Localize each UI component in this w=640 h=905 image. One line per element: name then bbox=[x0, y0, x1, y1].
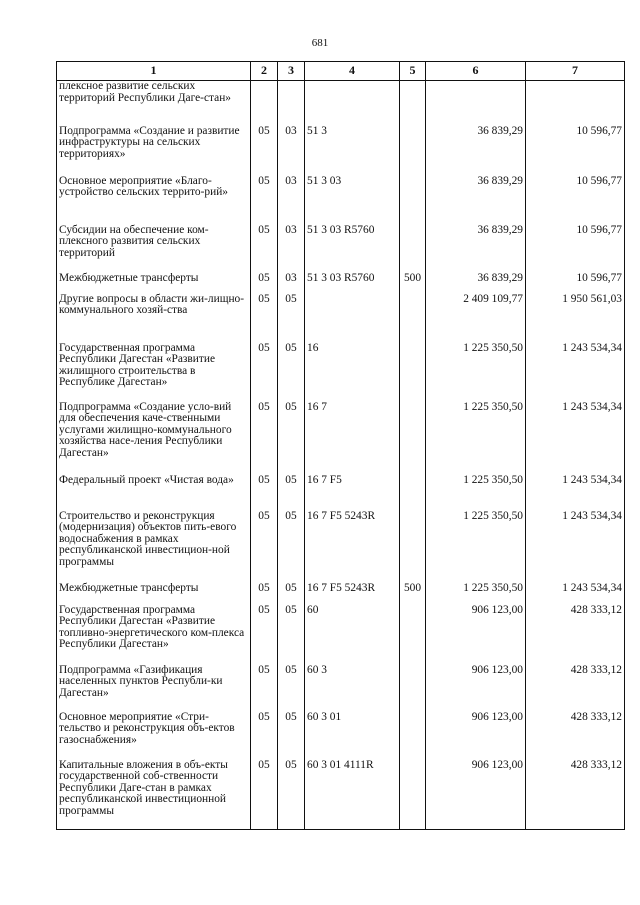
row-expense-type bbox=[400, 225, 426, 273]
row-amount-col7 bbox=[526, 81, 625, 126]
row-section: 05 bbox=[251, 294, 278, 343]
row-amount-col7: 1 243 534,34 bbox=[526, 511, 625, 583]
row-amount-col6: 1 225 350,50 bbox=[426, 402, 526, 475]
row-expense-type bbox=[400, 176, 426, 225]
row-amount-col6: 2 409 109,77 bbox=[426, 294, 526, 343]
row-section: 05 bbox=[251, 605, 278, 665]
row-section: 05 bbox=[251, 511, 278, 583]
row-section: 05 bbox=[251, 273, 278, 294]
row-subsection: 03 bbox=[278, 273, 305, 294]
table-row bbox=[57, 712, 625, 760]
row-subsection: 05 bbox=[278, 665, 305, 712]
row-name: Межбюджетные трансферты bbox=[57, 583, 251, 605]
row-amount-col6: 906 123,00 bbox=[426, 712, 526, 760]
row-target-article: 60 3 01 bbox=[305, 712, 400, 760]
row-amount-col7: 428 333,12 bbox=[526, 605, 625, 665]
row-amount-col7: 1 243 534,34 bbox=[526, 583, 625, 605]
row-subsection: 05 bbox=[278, 343, 305, 402]
row-amount-col6: 1 225 350,50 bbox=[426, 583, 526, 605]
row-expense-type bbox=[400, 475, 426, 511]
row-name: Подпрограмма «Создание и развитие инфраструктуры на сельских территориях» bbox=[57, 126, 251, 176]
row-target-article: 51 3 bbox=[305, 126, 400, 176]
row-amount-col7: 1 950 561,03 bbox=[526, 294, 625, 343]
row-name: Другие вопросы в области жи-лищно-коммунального хозяй-ства bbox=[57, 294, 251, 343]
row-name: Основное мероприятие «Благо-устройство сельских террито-рий» bbox=[57, 176, 251, 225]
row-amount-col6: 36 839,29 bbox=[426, 176, 526, 225]
row-subsection: 03 bbox=[278, 126, 305, 176]
row-name: Подпрограмма «Газификация населенных пунктов Республи-ки Дагестан» bbox=[57, 665, 251, 712]
column-header: 5 bbox=[400, 62, 426, 81]
table-row bbox=[57, 760, 625, 830]
row-target-article bbox=[305, 294, 400, 343]
row-expense-type bbox=[400, 511, 426, 583]
row-amount-col7: 10 596,77 bbox=[526, 126, 625, 176]
row-subsection: 03 bbox=[278, 225, 305, 273]
row-section: 05 bbox=[251, 760, 278, 830]
row-subsection: 05 bbox=[278, 475, 305, 511]
column-header: 4 bbox=[305, 62, 400, 81]
row-amount-col6: 36 839,29 bbox=[426, 273, 526, 294]
row-name: Основное мероприятие «Стри-тельство и реконструкция объ-ектов газоснабжения» bbox=[57, 712, 251, 760]
column-header: 2 bbox=[251, 62, 278, 81]
row-section: 05 bbox=[251, 343, 278, 402]
table-row bbox=[57, 176, 625, 225]
row-amount-col6: 1 225 350,50 bbox=[426, 475, 526, 511]
row-amount-col6: 906 123,00 bbox=[426, 665, 526, 712]
row-amount-col6: 36 839,29 bbox=[426, 126, 526, 176]
table-row bbox=[57, 402, 625, 475]
row-section: 05 bbox=[251, 712, 278, 760]
table-row bbox=[57, 225, 625, 273]
row-name: Государственная программа Республики Дагестан «Развитие топливно-энергетического ком-плекса Республики Дагестан» bbox=[57, 605, 251, 665]
row-amount-col7: 1 243 534,34 bbox=[526, 402, 625, 475]
row-target-article: 60 bbox=[305, 605, 400, 665]
row-section bbox=[251, 81, 278, 126]
row-name: Подпрограмма «Создание усло-вий для обеспечения каче-ственными услугами жилищно-коммунального хозяйства насе-ления Республики Дагестан» bbox=[57, 402, 251, 475]
row-subsection: 05 bbox=[278, 511, 305, 583]
row-target-article: 16 bbox=[305, 343, 400, 402]
table-row bbox=[57, 665, 625, 712]
row-expense-type bbox=[400, 81, 426, 126]
row-section: 05 bbox=[251, 665, 278, 712]
row-amount-col6 bbox=[426, 81, 526, 126]
row-expense-type bbox=[400, 126, 426, 176]
row-amount-col7: 428 333,12 bbox=[526, 665, 625, 712]
row-amount-col7: 10 596,77 bbox=[526, 273, 625, 294]
row-target-article: 16 7 F5 5243R bbox=[305, 583, 400, 605]
column-header: 3 bbox=[278, 62, 305, 81]
row-section: 05 bbox=[251, 126, 278, 176]
row-amount-col7: 1 243 534,34 bbox=[526, 343, 625, 402]
row-amount-col6: 1 225 350,50 bbox=[426, 511, 526, 583]
row-target-article bbox=[305, 81, 400, 126]
row-expense-type bbox=[400, 760, 426, 830]
row-subsection: 05 bbox=[278, 712, 305, 760]
row-expense-type bbox=[400, 343, 426, 402]
row-expense-type bbox=[400, 605, 426, 665]
table-row bbox=[57, 343, 625, 402]
row-subsection: 05 bbox=[278, 605, 305, 665]
row-subsection: 05 bbox=[278, 294, 305, 343]
table-row bbox=[57, 126, 625, 176]
page-number: 681 bbox=[311, 37, 329, 49]
row-name: Государственная программа Республики Дагестан «Развитие жилищного строительства в Республике Дагестан» bbox=[57, 343, 251, 402]
row-name: Межбюджетные трансферты bbox=[57, 273, 251, 294]
row-target-article: 51 3 03 bbox=[305, 176, 400, 225]
row-subsection: 05 bbox=[278, 583, 305, 605]
row-target-article: 16 7 bbox=[305, 402, 400, 475]
row-subsection bbox=[278, 81, 305, 126]
table-row bbox=[57, 605, 625, 665]
table-row bbox=[57, 583, 625, 605]
row-name: Капитальные вложения в объ-екты государственной соб-ственности Республики Даге-стан в рамках республиканской инвестиционной программы bbox=[57, 760, 251, 830]
row-amount-col6: 1 225 350,50 bbox=[426, 343, 526, 402]
table-row bbox=[57, 475, 625, 511]
row-expense-type bbox=[400, 402, 426, 475]
budget-table bbox=[56, 61, 625, 830]
row-target-article: 16 7 F5 5243R bbox=[305, 511, 400, 583]
row-name: Субсидии на обеспечение ком-плексного развития сельских территорий bbox=[57, 225, 251, 273]
column-header: 6 bbox=[426, 62, 526, 81]
row-section: 05 bbox=[251, 225, 278, 273]
row-target-article: 60 3 01 4111R bbox=[305, 760, 400, 830]
row-amount-col7: 428 333,12 bbox=[526, 712, 625, 760]
row-amount-col7: 10 596,77 bbox=[526, 225, 625, 273]
row-subsection: 03 bbox=[278, 176, 305, 225]
row-target-article: 16 7 F5 bbox=[305, 475, 400, 511]
row-subsection: 05 bbox=[278, 760, 305, 830]
table-row bbox=[57, 294, 625, 343]
row-name: Федеральный проект «Чистая вода» bbox=[57, 475, 251, 511]
row-expense-type bbox=[400, 665, 426, 712]
row-amount-col7: 10 596,77 bbox=[526, 176, 625, 225]
row-target-article: 51 3 03 R5760 bbox=[305, 225, 400, 273]
row-amount-col6: 906 123,00 bbox=[426, 605, 526, 665]
row-name: Строительство и реконструкция (модернизация) объектов пить-евого водоснабжения в рамках республиканской инвестицион-ной программы bbox=[57, 511, 251, 583]
row-expense-type bbox=[400, 294, 426, 343]
table-row bbox=[57, 273, 625, 294]
column-header: 7 bbox=[526, 62, 625, 81]
row-expense-type: 500 bbox=[400, 273, 426, 294]
header-row bbox=[57, 62, 625, 81]
row-target-article: 51 3 03 R5760 bbox=[305, 273, 400, 294]
table-row bbox=[57, 81, 625, 126]
row-amount-col6: 906 123,00 bbox=[426, 760, 526, 830]
row-section: 05 bbox=[251, 176, 278, 225]
row-target-article: 60 3 bbox=[305, 665, 400, 712]
row-name: плексное развитие сельских территорий Республики Даге-стан» bbox=[57, 81, 251, 126]
row-amount-col7: 428 333,12 bbox=[526, 760, 625, 830]
row-expense-type bbox=[400, 712, 426, 760]
row-amount-col7: 1 243 534,34 bbox=[526, 475, 625, 511]
row-section: 05 bbox=[251, 475, 278, 511]
row-amount-col6: 36 839,29 bbox=[426, 225, 526, 273]
row-section: 05 bbox=[251, 402, 278, 475]
row-expense-type: 500 bbox=[400, 583, 426, 605]
row-section: 05 bbox=[251, 583, 278, 605]
column-header: 1 bbox=[57, 62, 251, 81]
row-subsection: 05 bbox=[278, 402, 305, 475]
table-row bbox=[57, 511, 625, 583]
